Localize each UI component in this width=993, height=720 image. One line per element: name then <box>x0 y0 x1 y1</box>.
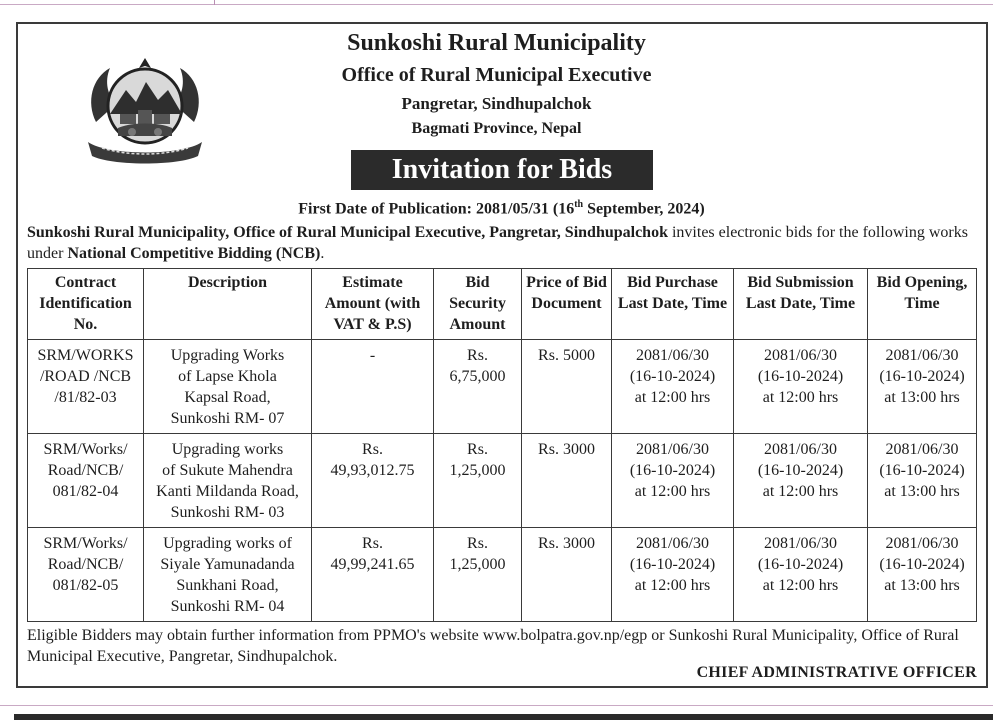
table-row <box>28 434 977 528</box>
header-doc-price: Price of Bid Document <box>522 269 612 340</box>
purchase-date-cell: 2081/06/30 (16-10-2024) at 12:00 hrs <box>612 434 734 528</box>
header-bid-security: Bid Security Amount <box>434 269 522 340</box>
opening-date-cell: 2081/06/30 (16-10-2024) at 13:00 hrs <box>868 434 977 528</box>
municipality-name: Sunkoshi Rural Municipality <box>347 30 646 56</box>
price-cell: Rs. 5000 <box>522 340 612 434</box>
estimate-cell: Rs. 49,93,012.75 <box>312 434 434 528</box>
security-cell: Rs. 1,25,000 <box>434 434 522 528</box>
bottom-divider <box>0 705 993 706</box>
contract-id-cell: SRM/WORKS /ROAD /NCB /81/82-03 <box>28 340 144 434</box>
top-divider <box>0 4 993 5</box>
purchase-date-cell: 2081/06/30 (16-10-2024) at 12:00 hrs <box>612 340 734 434</box>
office-location: Pangretar, Sindhupalchok <box>401 94 592 113</box>
header-opening-date: Bid Opening, Time <box>868 269 977 340</box>
top-divider-tick <box>214 0 215 5</box>
description-cell: Upgrading Works of Lapse Khola Kapsal Road, Sunkoshi RM- 07 <box>144 340 312 434</box>
price-cell: Rs. 3000 <box>522 528 612 622</box>
header-purchase-date: Bid Purchase Last Date, Time <box>612 269 734 340</box>
submission-date-cell: 2081/06/30 (16-10-2024) at 12:00 hrs <box>734 340 868 434</box>
table-row <box>28 528 977 622</box>
estimate-cell: - <box>312 340 434 434</box>
office-name: Office of Rural Municipal Executive <box>341 64 652 86</box>
signatory-title: CHIEF ADMINISTRATIVE OFFICER <box>696 664 977 681</box>
price-cell: Rs. 3000 <box>522 434 612 528</box>
estimate-cell: Rs. 49,99,241.65 <box>312 528 434 622</box>
submission-date-cell: 2081/06/30 (16-10-2024) at 12:00 hrs <box>734 528 868 622</box>
publication-date: First Date of Publication: 2081/05/31 (16th September, 2024) <box>298 199 705 218</box>
opening-date-cell: 2081/06/30 (16-10-2024) at 13:00 hrs <box>868 340 977 434</box>
submission-date-cell: 2081/06/30 (16-10-2024) at 12:00 hrs <box>734 434 868 528</box>
opening-date-cell: 2081/06/30 (16-10-2024) at 13:00 hrs <box>868 528 977 622</box>
header-submission-date: Bid Submission Last Date, Time <box>734 269 868 340</box>
notice-title: Invitation for Bids <box>351 150 653 190</box>
header-contract-id: Contract Identification No. <box>28 269 144 340</box>
table-row <box>28 340 977 434</box>
security-cell: Rs. 1,25,000 <box>434 528 522 622</box>
header-estimate: Estimate Amount (with VAT & P.S) <box>312 269 434 340</box>
intro-paragraph: Sunkoshi Rural Municipality, Office of Rural Municipal Executive, Pangretar, Sindhupalchok invites electronic bids for the following works under National Competitive Bidding (NCB). <box>27 224 968 262</box>
bottom-bar <box>14 714 993 720</box>
description-cell: Upgrading works of Sukute Mahendra Kanti Mildanda Road, Sunkoshi RM- 03 <box>144 434 312 528</box>
description-cell: Upgrading works of Siyale Yamunadanda Sunkhani Road, Sunkoshi RM- 04 <box>144 528 312 622</box>
bids-table <box>27 268 977 622</box>
contract-id-cell: SRM/Works/ Road/NCB/ 081/82-05 <box>28 528 144 622</box>
footer-note: Eligible Bidders may obtain further information from PPMO's website www.bolpatra.gov.np/egp or Sunkoshi Rural Municipality, Office of Rural Municipal Executive, Pangretar, Sindhupalchok. <box>27 627 959 665</box>
security-cell: Rs. 6,75,000 <box>434 340 522 434</box>
header-description: Description <box>144 269 312 340</box>
purchase-date-cell: 2081/06/30 (16-10-2024) at 12:00 hrs <box>612 528 734 622</box>
contract-id-cell: SRM/Works/ Road/NCB/ 081/82-04 <box>28 434 144 528</box>
office-province: Bagmati Province, Nepal <box>411 120 582 137</box>
